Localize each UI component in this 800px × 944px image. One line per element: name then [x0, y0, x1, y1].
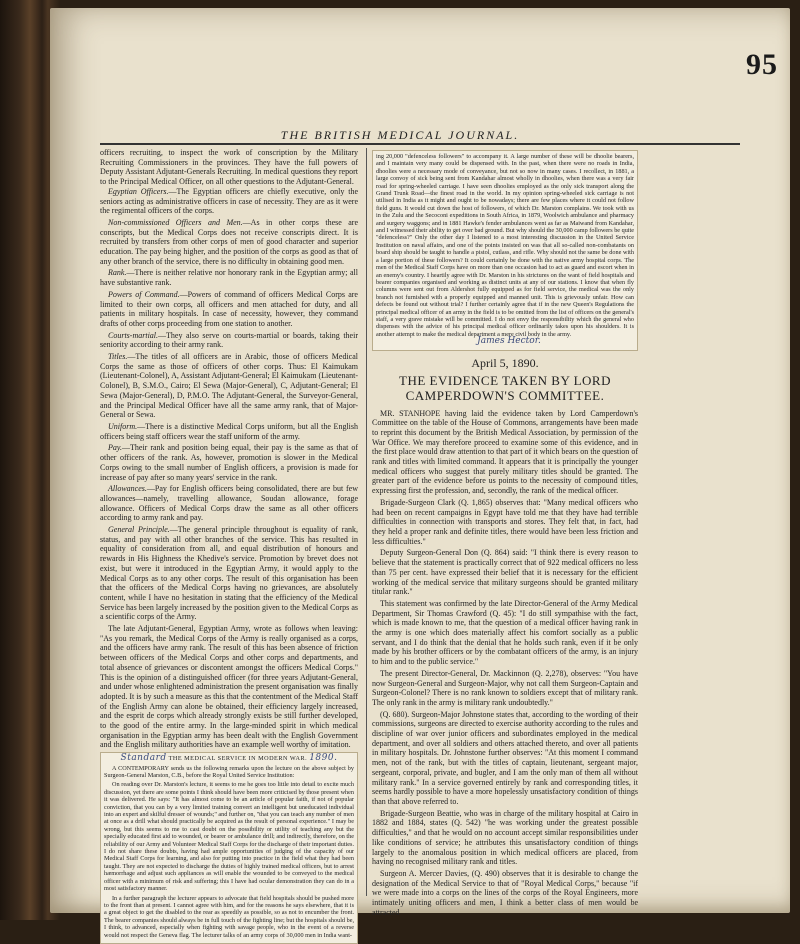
paragraph: Egyptian Officers.—The Egyptian officers are chiefly executive, only the seniors acting as administrative officers in case of necessity. They are as it were the regimental officers of the corps. — [100, 186, 358, 216]
article-date: April 5, 1890. — [471, 355, 539, 370]
paragraph: This statement was confirmed by the late Director-General of the Army Medical Department, Sir Thomas Crawford (Q. 45): "I do still sympathise with the fact, which is made known to me, that the question of a medical officer having rank in the army is one which does materially affect his comfort socially as a public servant, and I do think that the denial that he holds such rank, even if it be only made by his brother officers or by the combatant officers of the army, is an injury to him and to the public service." — [372, 598, 638, 667]
paragraph: Brigade-Surgeon Beattie, who was in charge of the military hospital at Cairo in 1882 and 1884, states (Q. 542) "he was working under the greatest possible difficulties," and that he would on no account accept similar responsibilities under like conditions of service; he attributes this unsatisfactory condition of things largely to the anomalous position in which medical officers are placed, from having no recognised military rank and titles. — [372, 808, 638, 867]
right-margin — [640, 148, 740, 896]
paragraph: Rank.—There is neither relative nor honorary rank in the Egyptian army; all have substantive rank. — [100, 268, 358, 288]
clipping-body: In a further paragraph the lecturer appears to advocate that field hospitals should be pushed more to the front than at present. I cannot agree with him, and for the reasons he says elsewhere, that it is a great object to get the disabled to the rear as speedily as possible, so as not to encumber the front. The bearer companies should always be in full touch of the fighting line; but the hospitals should be, I think, to advanced, especially when fighting with savage people, who in the event of a reverse would not respect the Geneva flag. The lecturer talks of an army corps of 30,000 men in India want- — [104, 894, 354, 939]
paragraph: Allowances.—Pay for English officers being consolidated, there are but few allowances—namely, travelling allowance, Soudan allowance, forage allowance. Officers of Medical Corps draw the same as all other officers according to army rank and pay. — [100, 484, 358, 523]
paragraph: Surgeon A. Mercer Davies, (Q. 490) observes that it is desirable to change the designation of the Medical Service to that of "Royal Medical Corps," because "if we were made into a corps on the lines of the corps of the Royal Engineers, more intimately uniting officers and men, I think a better class of men would be attracted — [372, 868, 638, 917]
newspaper-clipping-continued — [372, 150, 638, 351]
paragraph: (Q. 680). Surgeon-Major Johnstone states that, according to the wording of their commissions, surgeons are directed to exercise authority according to the rules and discipline of war over junior officers and subordinates employed in the medical department, and over all soldiers and others attached thereto, and over all patients in military hospitals. Dr. Johnstone further observes: "At this moment I command men, not of the rank, but with the titles of captain, lieutenant, sergeant major, sergeant, corporal, private, and bugler, and I am the only man of them all without military rank." In a service governed entirely by rank and corresponding titles, it seems hardly possible to have a more hopelessly unsatisfactory condition of things than that above referred to. — [372, 709, 638, 806]
clipping-title: Standard THE MEDICAL SERVICE IN MODERN WAR. 1890. — [120, 753, 338, 764]
paragraph: MR. STANHOPE having laid the evidence taken by Lord Camperdown's Committee on the table of the House of Commons, arrangements have been made to reprint this document by the British Medical Association, by permission of the War Office. We may therefore proceed to examine some of this evidence, and in the first place would draw attention to that part of it which bears on the question of rank and titles with limited command. It appears that it is principally the younger medical officers who suggest that purely military titles should be granted. The greater part of the evidence before us points to the necessity of compound titles, expressing first the profession, and, secondly, the rank of the medical officer. — [372, 408, 638, 496]
right-column — [372, 148, 638, 917]
paragraph: General Principle.—The general principle throughout is equality of rank, status, and pay with all other branches of the service. This has resulted in equality of consideration from all, and equal distribution of honours and rewards in His Highness the Khedive's service. Promotion by brevet does not exist, but were it introduced in the Egyptian Army, it would apply to the Medical Corps as to any other corps. The result of this organisation has been that the officers of the Medical Corps having no grievances, are absolutely content, while I have no hesitation in stating that the efficiency of the Medical Service has been largely increased by the position given to the Medical Corps as a scientific corps of the Army. — [100, 525, 358, 622]
paragraph: Pay.—Their rank and position being equal, their pay is the same as that of other officers of the rank. As, however, promotion is slower in the Medical Corps owing to the small number of English officers, a provision is made for increase of pay after so many years' service in the rank. — [100, 443, 358, 482]
paragraph: officers recruiting, to inspect the work of conscription by the Military Recruiting Commissioners in the provinces. They have the full powers of Deputy Assistant Adjutant-Generals Recruiting. In medical questions they report to the Principal Medical Officer, on all other questions to the Adjutant-General. — [100, 148, 358, 187]
header-rule — [100, 143, 740, 145]
handwritten-source: Standard — [120, 753, 167, 764]
paragraph: Powers of Command.—Powers of command of officers Medical Corps are limited to their own corps, all officers and men attached for duty, and all patients in military hospitals. In case of necessity, however, they command drafts of other corps proceeding from one station to another. — [100, 289, 358, 328]
column-divider — [366, 148, 367, 896]
clipping-intro: A CONTEMPORARY sends us the following remarks upon the lecture on the above subject by Surgeon-General Marston, C.B., before the Royal United Service Institution: — [104, 764, 354, 779]
newspaper-clipping — [100, 752, 358, 944]
left-column — [100, 148, 359, 939]
paragraph: Uniform.—There is a distinctive Medical Corps uniform, but all the English officers being staff officers wear the staff uniform of the army. — [100, 421, 358, 441]
clipping-body: On reading over Dr. Marston's lecture, it seems to me he goes too little into detail to excite much discussion, yet there are some points I think should have been more criticised by those present when it was delivered. He says: "It has almost come to be an article of popular faith, if not of popular conviction, that you can by a very limited training convert an intelligent but uneducated individual into an expert and skilful dresser of wounds;" and further on, "that you can teach any number of men at once as a drill what should practically be acquired as the result of personal experience." I may be wrong, but this seems to me to cast doubt on the possibility or utility of teaching any but the specially educated first aid to wounded, or bearer or ambulance drill; and indirectly, therefore, on the reliability of our Army and Volunteer Medical Staff Corps for the discharge of their important duties. I do not share these doubts, having had ample opportunities of judging of the capacity of our Medical Staff Corps for learning, and also for putting into practice in the field what they had been taught. They are not expected to discharge the duties of highly trained medical officers, but to arrest hæmorrhage and adjust such appliances as will enable the wounded to be conveyed to the medical officer with a minimum of risk and suffering; this I have had ocular demonstration they can do in a most satisfactory manner. — [104, 781, 354, 893]
handwritten-year: 1890. — [309, 753, 338, 764]
paragraph: Titles.—The titles of all officers are in Arabic, those of officers Medical Corps the same as those of officers of other corps. Thus: El Kaimukam (Lieutenant-Colonel), A, Assistant Adjutant-General; El Kaimukam (Lieutenant-Colonel), B, S.M.O., Cairo; El Sewa (Major-General), C, Adjutant-General; El Sewa (Major-General), D, P.M.O. The Adjutant-General, the Surveyor-General, and the Principal Medical Officer have all the same army rank, that of Major-General or Sewa. — [100, 352, 358, 420]
running-head: THE BRITISH MEDICAL JOURNAL. — [280, 128, 520, 142]
paragraph: Courts-martial.—They also serve on courts-martial or boards, taking their seniority according to their army rank. — [100, 330, 358, 350]
clipping-signature: James Hector. — [477, 336, 541, 347]
paragraph: Brigade-Surgeon Clark (Q. 1,865) observes that: "Many medical officers who had been on recent campaigns in Egypt have told me that they have had terrible difficulties in connection with transports and stores. They felt that, in fact, had they held a proper rank and definite titles, there would have been less friction and less difficulties." — [372, 497, 638, 546]
clipping-body: ing 20,000 "defenceless followers" to accompany it. A large number of these will be dhoolie bearers, and I maintain very many could be dispensed with. In the past, when there were no roads in India, dhoolies were a necessary mode of conveyance, but not so now in many cases. I recollect, in 1881, a large convoy of sick being sent from Kandahar almost wholly in dhoolies, when there was a very fair road for spring-wheeled carriage. I have seen dhoolies employed as the only sick transport along the Grand Trunk Road—the finest road in the world. In my opinion spring-wheeled sick carriage is not utilised in India as it might and ought to be nowadays; there are few places where it could not follow field guns. It would cut down the host of followers, of which Dr. Marston complains. We took with us in the Zulu and the Secoconi expeditions in South Africa, in 1879, Woolwich ambulance and pharmacy and surgery waggons; and in 1881 Hawke's fender ambulances went as far as Maiwand from Kandahar, and I witnessed their ability to get over bad ground. But why should the 30,000 camp followers be quite "defenceless?" Only the other day I listened to a most interesting discussion in the United Service Institution on naval affairs, and one of the points insisted on was that all so-called non-combatants on board ship should be taught to handle a pistol, cutlass, and rifle. Why should not the same be done with a large portion of these followers? It could certainly be done with the native army hospital corps. The men of the Medical Staff Corps have on more than one occasion had to act as guard and escort when in an enemy's country. I heartily agree with Dr. Marston in his strictures on the want of field hospitals and bearer companies organised and working as distinct units at any of our stations. I know that when fly columns were sent out from Aldershot fully equipped as for field service, the medical was the only branch not furnished with a properly equipped and manned unit. This is grievously unfair. How can defects be found out without trial? I further certainly agree that if in the new Queen's Regulations the principal medical officer of an army in the field is to be omitted from the list of officers on the general's staff, a very grave mistake will be committed. I do not envy the responsibility which the general who dispenses with the advice of his principal medical officer ordinarily takes upon his shoulders. It is another attempt to make the medical department a mere civil body in the army. — [376, 153, 634, 338]
paragraph: The present Director-General, Dr. Mackinnon (Q. 2,278), observes: "You have now Surgeon-General and Surgeon-Major, why not call them Surgeon-Captain and Surgeon-Colonel? There is no rank known to soldiers except that of military rank. The only rank in the army is military rank undoubtedly." — [372, 668, 638, 707]
paragraph: The late Adjutant-General, Egyptian Army, wrote as follows when leaving: "As you remark, the Medical Corps of the Army is really organised as a corps, and the officers have army rank. The result of this has been absence of friction between officers of the Medical Corps and other corps and departments, and total absence of grievances or discontent amongst the officers Medical Corps." This is the opinion of a distinguished officer (for three years Adjutant-General, and under whose enlightened administration the present organisation was finally adopted. It is by such a measure as this that the contentment of the Medical Staff of the English Army can alone be obtained, their efficiency largely increased, and the esprit de corps which already strongly exists be still further developed, to the good of the entire army. In the large-minded spirit in which medical organisation in the Egyptian army has been dealt with the English Government and the English military authorities have an example well worthy of imitation. — [100, 624, 359, 750]
paragraph: Deputy Surgeon-General Don (Q. 864) said: "I think there is every reason to believe that the statement is practically correct that of 922 medical officers no less than 75 per cent. have expressed their belief that it is necessary for the efficient working of the medical service that military surgeons should be granted military titular rank." — [372, 548, 638, 597]
article-title: THE EVIDENCE TAKEN BY LORD CAMPERDOWN'S COMMITTEE. — [399, 372, 611, 403]
paragraph: Non-commissioned Officers and Men.—As in other corps these are conscripts, but the Medical Corps does not receive conscripts direct. It is recruited by transfers from other corps of men of good character and superior education. The pay being higher, and the position of the corps as good as that of any other branch of the service, there is no difficulty in obtaining good men. — [100, 217, 358, 266]
page-number: 95 — [746, 48, 778, 81]
